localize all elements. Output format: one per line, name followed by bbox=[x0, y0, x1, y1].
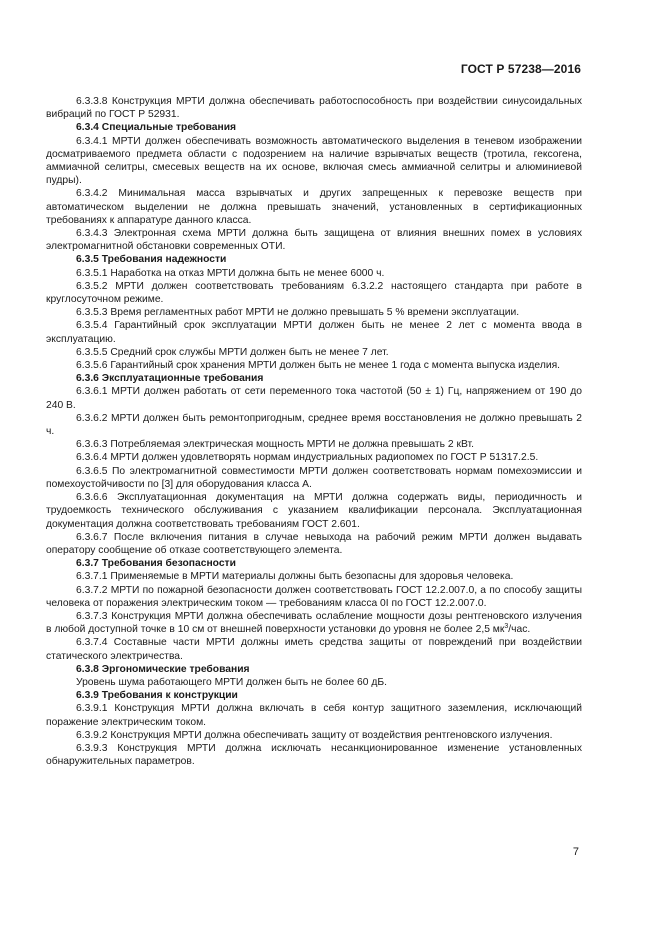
document-id-header: ГОСТ Р 57238—2016 bbox=[460, 62, 581, 76]
paragraph: 6.3.4.3 Электронная схема МРТИ должна быть защищена от влияния внешних помех в условиях электромагнитной обстановки современных ОТИ. bbox=[46, 228, 582, 253]
paragraph: 6.3.3.8 Конструкция МРТИ должна обеспечивать работоспособность при воздействии синусоидальных вибраций по ГОСТ Р 52931. bbox=[46, 96, 582, 121]
paragraph: 6.3.6.1 МРТИ должен работать от сети переменного тока частотой (50 ± 1) Гц, напряжением от 190 до 240 В. bbox=[46, 386, 582, 411]
section-heading: 6.3.6 Эксплуатационные требования bbox=[76, 373, 264, 385]
paragraph-tail: /час. bbox=[508, 624, 531, 636]
paragraph: 6.3.5.2 МРТИ должен соответствовать требованиям 6.3.2.2 настоящего стандарта при работе в круглосуточном режиме. bbox=[46, 280, 582, 306]
paragraph: 6.3.6.2 МРТИ должен быть ремонтопригодным, среднее время восстановления не должно превышать 2 ч. bbox=[46, 412, 582, 438]
paragraph: 6.3.9.1 Конструкция МРТИ должна включать в себя контур защитного заземления, исключающий поражение электрическим током. bbox=[46, 703, 582, 728]
paragraph: 6.3.6.7 После включения питания в случае невыхода на рабочий режим МРТИ должен выдавать оператору сообщение об отказе соответствующего элемента. bbox=[46, 531, 582, 556]
paragraph: 6.3.6.3 Потребляемая электрическая мощность МРТИ не должна превышать 2 кВт. bbox=[76, 439, 474, 451]
paragraph-with-superscript bbox=[46, 610, 582, 636]
paragraph-text: 6.3.7.3 Конструкция МРТИ должна обеспечивать ослабление мощности дозы рентгеновского излучения в любой доступной точке в 10 см от внешней поверхности установки до уровня не более 2,5 мк bbox=[46, 610, 582, 636]
section-heading: 6.3.9 Требования к конструкции bbox=[76, 690, 238, 702]
paragraph: 6.3.5.6 Гарантийный срок хранения МРТИ должен быть не менее 1 года с момента выпуска изделия. bbox=[76, 360, 561, 372]
section-heading: 6.3.8 Эргономические требования bbox=[76, 663, 250, 675]
paragraph: 6.3.6.6 Эксплуатационная документация на МРТИ должна содержать виды, периодичность и трудоемкость технического обслуживания с указанием квалификации персонала. Эксплуатационная документация должна соответствовать требованиям ГОСТ 2.601. bbox=[46, 492, 582, 530]
paragraph: 6.3.4.2 Минимальная масса взрывчатых и других запрещенных к перевозке веществ при автоматическом выделении не должна превышать значений, установленных в сертификационных требованиях к аппаратуре данного класса. bbox=[46, 188, 582, 226]
section-heading: 6.3.7 Требования безопасности bbox=[76, 558, 236, 570]
paragraph: 6.3.4.1 МРТИ должен обеспечивать возможность автоматического выделения в теневом изображении досматриваемого предмета области с подозрением на наличие взрывчатых веществ (тротила, гексогена, аммиачной селитры, смесевых веществ на их основе, включая смесь аммиачной селитры и алюминиевой пудры). bbox=[46, 135, 582, 187]
paragraph: 6.3.5.3 Время регламентных работ МРТИ не должно превышать 5 % времени эксплуатации. bbox=[76, 307, 520, 319]
paragraph: 6.3.6.4 МРТИ должен удовлетворять нормам индустриальных радиопомех по ГОСТ Р 51317.2.5. bbox=[76, 452, 539, 464]
paragraph: 6.3.7.1 Применяемые в МРТИ материалы должны быть безопасны для здоровья человека. bbox=[76, 571, 514, 583]
paragraph: Уровень шума работающего МРТИ должен быть не более 60 дБ. bbox=[76, 676, 387, 688]
paragraph: 6.3.9.3 Конструкция МРТИ должна исключать несанкционированное изменение установленных обнаружительных параметров. bbox=[46, 742, 582, 768]
paragraph: 6.3.7.2 МРТИ по пожарной безопасности должен соответствовать ГОСТ 12.2.007.0, а по способу защиты человека от поражения электрическим током — требованиям класса 0I по ГОСТ 12.2.007.0. bbox=[46, 584, 582, 609]
paragraph: 6.3.7.4 Составные части МРТИ должны иметь средства защиты от повреждений при воздействии статического электричества. bbox=[46, 637, 582, 662]
section-heading: 6.3.5 Требования надежности bbox=[76, 254, 227, 266]
section-heading: 6.3.4 Специальные требования bbox=[76, 122, 237, 134]
paragraph: 6.3.9.2 Конструкция МРТИ должна обеспечивать защиту от воздействия рентгеновского излучения. bbox=[76, 729, 553, 741]
page-number: 7 bbox=[572, 846, 579, 858]
superscript: 3 bbox=[504, 623, 509, 631]
paragraph: 6.3.6.5 По электромагнитной совместимости МРТИ должен соответствовать нормам помехоэмиссии и помехоустойчивости по [3] для оборудования класса А. bbox=[46, 465, 582, 490]
paragraph: 6.3.5.5 Средний срок службы МРТИ должен быть не менее 7 лет. bbox=[76, 346, 389, 358]
document-body bbox=[46, 95, 582, 768]
paragraph: 6.3.5.4 Гарантийный срок эксплуатации МРТИ должен быть не менее 2 лет с момента ввода в эксплуатацию. bbox=[46, 320, 582, 345]
paragraph: 6.3.5.1 Наработка на отказ МРТИ должна быть не менее 6000 ч. bbox=[76, 267, 385, 279]
